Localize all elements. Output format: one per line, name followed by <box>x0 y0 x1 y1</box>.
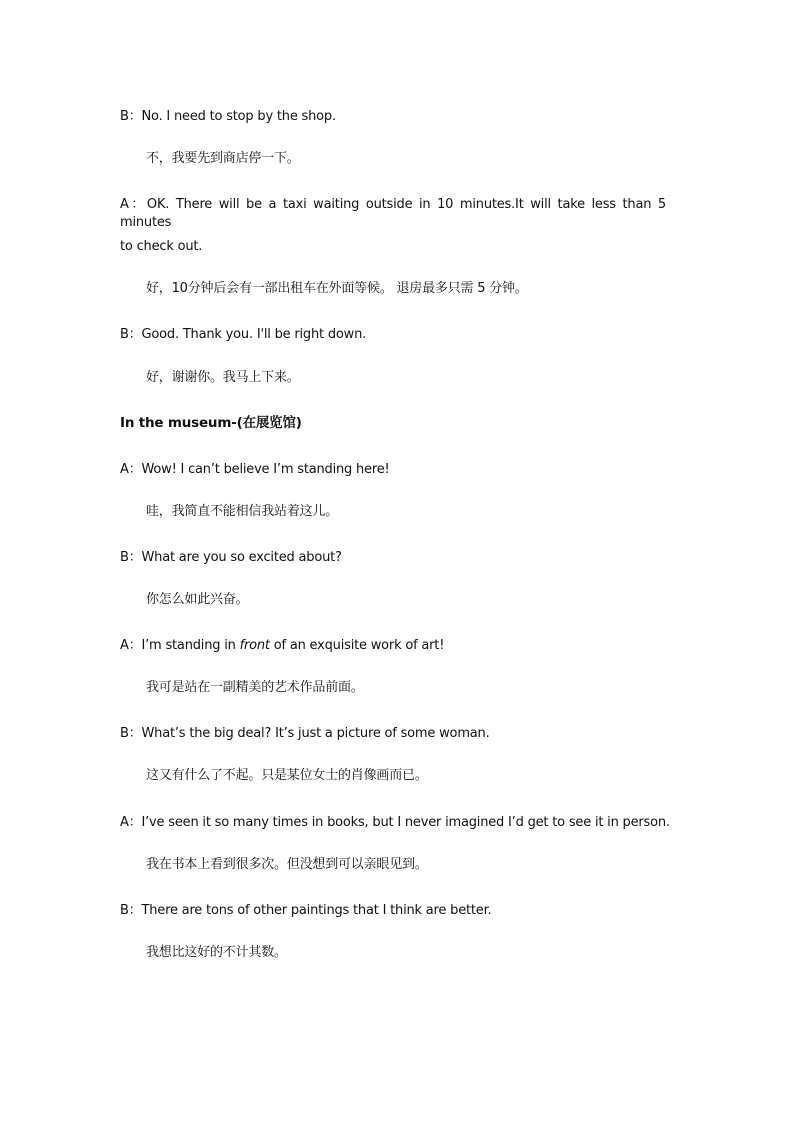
dialogue-text-part: A：I’m standing in <box>120 638 240 653</box>
dialogue-line-b: B：There are tons of other paintings that I think are better. <box>120 903 492 918</box>
translation-line: 我可是站在一副精美的艺术作品前面。 <box>146 680 364 695</box>
translation-line: 不，我要先到商店停一下。 <box>146 151 300 166</box>
translation-line: 我在书本上看到很多次。但没想到可以亲眼见到。 <box>146 857 428 872</box>
italic-word: front <box>239 638 270 653</box>
translation-line: 我想比这好的不计其数。 <box>146 945 287 960</box>
dialogue-line-a: A：Wow! I can’t believe I’m standing here! <box>120 462 390 477</box>
dialogue-line-a: A：OK. There will be a taxi waiting outside in 10 minutes.It will take less than 5 minutes <box>120 197 666 230</box>
dialogue-text-part: of an exquisite work of art! <box>269 638 445 653</box>
dialogue-line-b: B：Good. Thank you. I'll be right down. <box>120 327 367 342</box>
translation-line: 好，10分钟后会有一部出租车在外面等候。 退房最多只需 5 分钟。 <box>146 281 528 296</box>
dialogue-line-b: B：What are you so excited about? <box>120 550 342 565</box>
dialogue-line-b: B：What’s the big deal? It’s just a picture of some woman. <box>120 726 490 741</box>
translation-line: 这又有什么了不起。只是某位女士的肖像画而已。 <box>146 768 428 783</box>
dialogue-line-a: A：I’ve seen it so many times in books, but I never imagined I’d get to see it in person. <box>120 815 670 830</box>
translation-line: 好，谢谢你。我马上下来。 <box>146 370 300 385</box>
dialogue-line-a <box>120 637 444 655</box>
translation-line: 哇，我简直不能相信我站着这儿。 <box>146 504 339 519</box>
section-heading: In the museum-(在展览馆) <box>120 415 302 431</box>
dialogue-line-a-continued: to check out. <box>120 239 203 254</box>
dialogue-line-b: B：No. I need to stop by the shop. <box>120 109 336 124</box>
translation-line: 你怎么如此兴奋。 <box>146 592 249 607</box>
